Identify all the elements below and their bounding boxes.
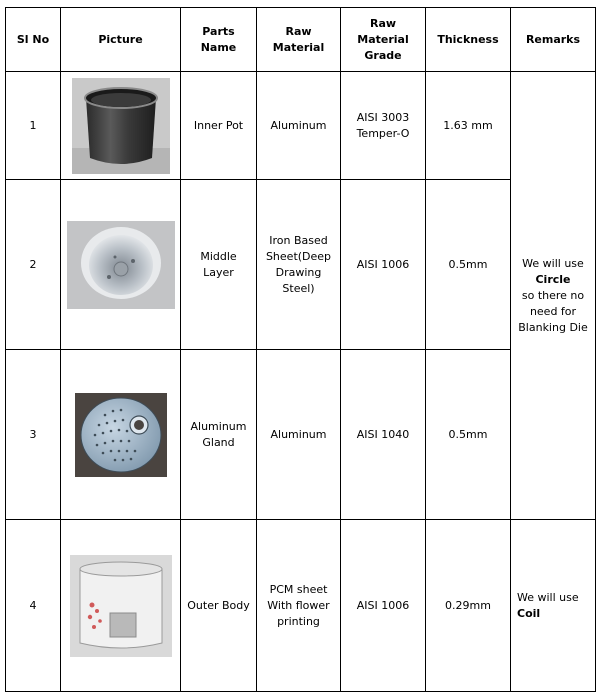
parts-table bbox=[5, 7, 596, 692]
remarks-cell-circle: We will use Circle so there no need for Blanking Die bbox=[511, 72, 596, 520]
parts-name-cell: Aluminum Gland bbox=[181, 350, 257, 520]
table-row bbox=[6, 180, 596, 350]
aluminum-gland-photo bbox=[64, 393, 177, 477]
header-thickness: Thickness bbox=[426, 8, 511, 72]
sl-no-cell: 1 bbox=[6, 72, 61, 180]
sl-no-cell: 2 bbox=[6, 180, 61, 350]
parts-name-cell: Middle Layer bbox=[181, 180, 257, 350]
picture-cell bbox=[61, 180, 181, 350]
table-row bbox=[6, 350, 596, 520]
outer-body-photo bbox=[64, 555, 177, 657]
thickness-cell: 1.63 mm bbox=[426, 72, 511, 180]
picture-cell bbox=[61, 350, 181, 520]
table-row bbox=[6, 72, 596, 180]
parts-name-cell: Outer Body bbox=[181, 520, 257, 692]
header-sl-no: Sl No bbox=[6, 8, 61, 72]
raw-material-cell: Aluminum bbox=[257, 350, 341, 520]
thickness-cell: 0.29mm bbox=[426, 520, 511, 692]
parts-name-cell: Inner Pot bbox=[181, 72, 257, 180]
header-parts-name: Parts Name bbox=[181, 8, 257, 72]
middle-layer-photo bbox=[64, 221, 177, 309]
picture-cell bbox=[61, 72, 181, 180]
table-row bbox=[6, 520, 596, 692]
picture-cell bbox=[61, 520, 181, 692]
raw-material-cell: Aluminum bbox=[257, 72, 341, 180]
raw-material-cell: PCM sheet With flower printing bbox=[257, 520, 341, 692]
sl-no-cell: 3 bbox=[6, 350, 61, 520]
material-grade-cell: AISI 1040 bbox=[341, 350, 426, 520]
header-remarks: Remarks bbox=[511, 8, 596, 72]
thickness-cell: 0.5mm bbox=[426, 180, 511, 350]
thickness-cell: 0.5mm bbox=[426, 350, 511, 520]
remarks-cell-coil: We will use Coil bbox=[511, 520, 596, 692]
header-material-grade: Raw Material Grade bbox=[341, 8, 426, 72]
header-raw-material: Raw Material bbox=[257, 8, 341, 72]
inner-pot-photo bbox=[64, 78, 177, 174]
sl-no-cell: 4 bbox=[6, 520, 61, 692]
material-grade-cell: AISI 3003 Temper-O bbox=[341, 72, 426, 180]
raw-material-cell: Iron Based Sheet(Deep Drawing Steel) bbox=[257, 180, 341, 350]
header-picture: Picture bbox=[61, 8, 181, 72]
header-row bbox=[6, 8, 596, 72]
material-grade-cell: AISI 1006 bbox=[341, 520, 426, 692]
material-grade-cell: AISI 1006 bbox=[341, 180, 426, 350]
